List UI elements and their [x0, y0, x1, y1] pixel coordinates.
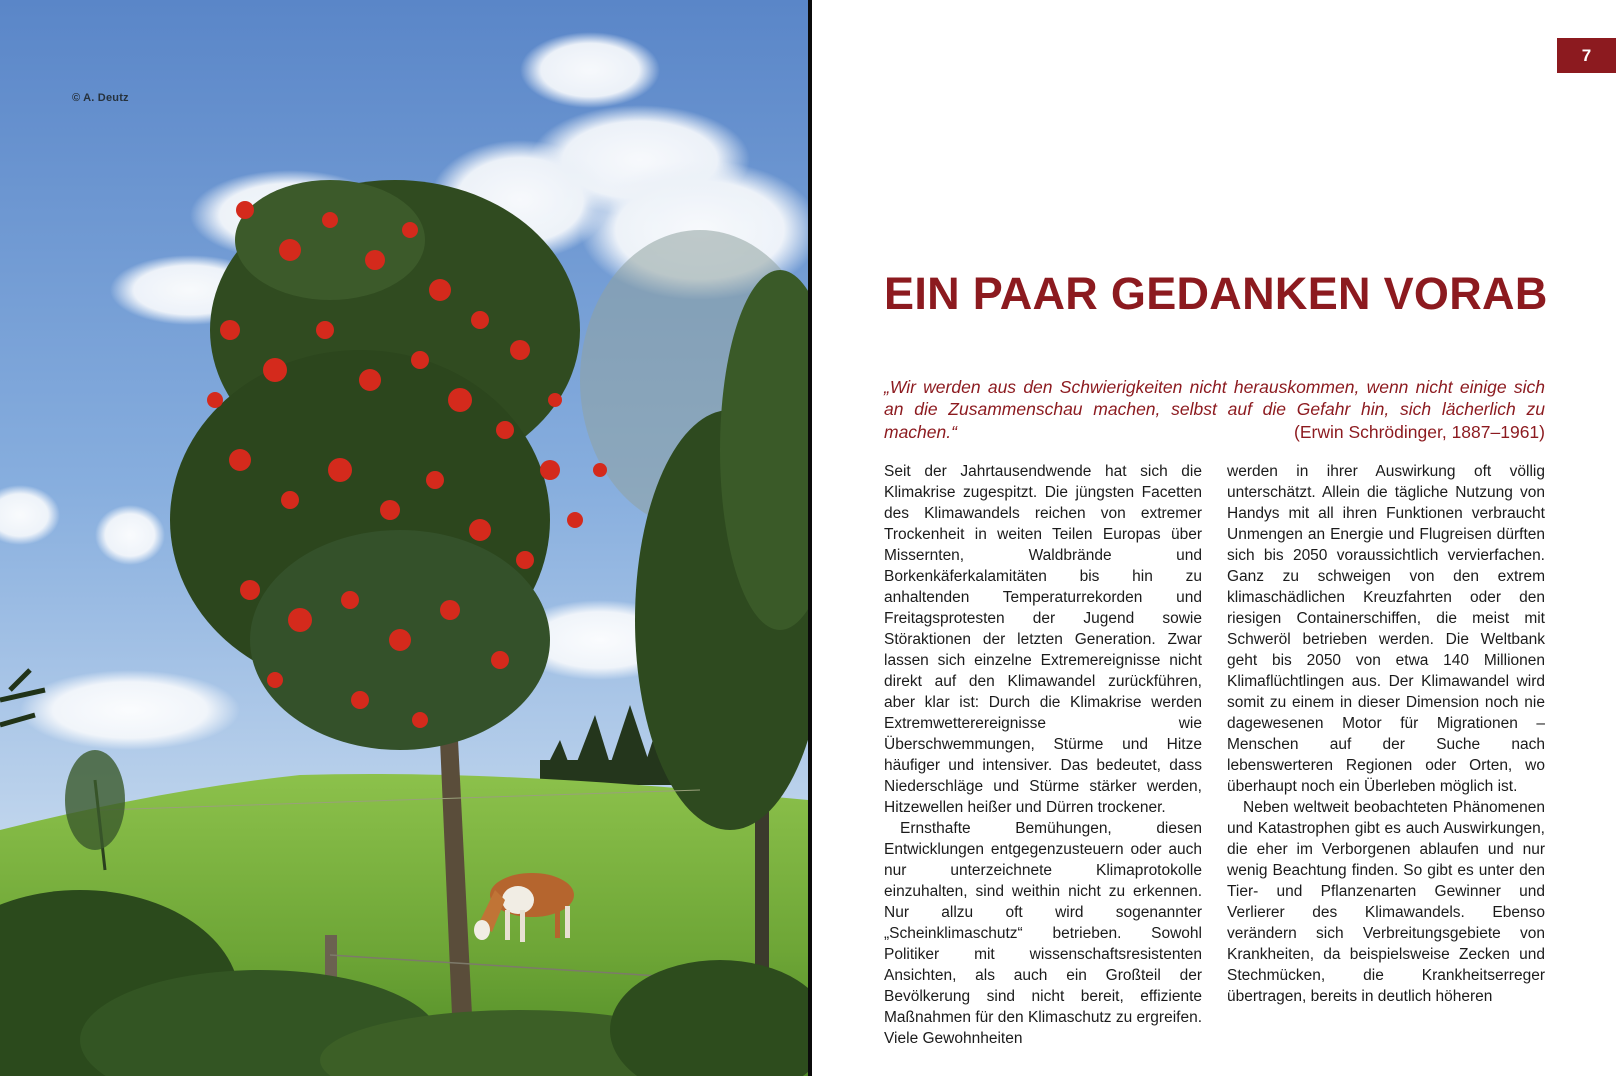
text-column-right [1227, 461, 1545, 1007]
paragraph: Ernsthafte Bemühungen, diesen Entwicklungen entgegenzusteuern oder auch nur unterzeichnete Klimaprotokolle einzuhalten, sind weithin nicht zu erkennen. Nur allzu oft wird sogenannter „Scheinklimaschutz“ betrieben. Sowohl Politiker mit wissenschaftsresistenten Ansichten, als auch ein Großteil der Bevölkerung sind nicht bereit, effiziente Maßnahmen für den Klimaschutz zu ergreifen. Viele Gewohnheiten [884, 820, 1202, 1047]
photo-credit: © A. Deutz [72, 92, 129, 104]
quote-attribution: (Erwin Schrödinger, 1887–1961) [1294, 421, 1545, 442]
paragraph: Neben weltweit beobachteten Phänomenen und Katastrophen gibt es auch Auswirkungen, die eher im Verborgenen ablaufen und nur wenig Beachtung finden. So gibt es unter den Tier- und Pflanzenarten Gewinner und Verlierer des Klimawandels. Ebenso verändern sich Verbreitungsgebiete von Krankheiten, da beispielsweise Zecken und Stechmücken, die Krankheitserreger übertragen, bereits in deutlich höheren [1227, 799, 1545, 1005]
chapter-title: EIN PAAR GEDANKEN VORAB [884, 268, 1548, 319]
quote-text: „Wir werden aus den Schwierigkeiten nicht herauskommen, wenn nicht einige sich an die Zusammenschau machen, selbst auf die Gefahr hin, sich lächerlich zu machen.“ [884, 377, 1545, 442]
page-number-badge: 7 [1557, 38, 1616, 73]
epigraph-quote [884, 376, 1545, 443]
text-column-left [884, 461, 1202, 1049]
paragraph: Seit der Jahrtausendwende hat sich die Klimakrise zugespitzt. Die jüngsten Facetten des Klimawandels reichen von extremer Trockenheit in weiten Teilen Europas über Missernten, Waldbrände und Borkenkäferkalamitäten bis hin zu anhaltenden Temperaturrekorden und Freitagsprotesten der Jugend sowie Störaktionen der letzten Generation. Zwar lassen sich einzelne Extremereignisse nicht direkt auf den Klimawandel zurückführen, aber klar ist: Durch die Klimakrise werden Extremwetterereignisse wie Überschwemmungen, Stürme und Hitze häufiger und intensiver. Das bedeutet, dass Niederschläge und Stürme stärker werden, Hitzewellen heißer und Dürren trockener. [884, 463, 1202, 816]
paragraph: werden in ihrer Auswirkung oft völlig unterschätzt. Allein die tägliche Nutzung von Handys mit all ihren Funktionen verbraucht Unmengen an Energie und Flugreisen dürften sich bis 2050 voraussichtlich vervierfachen. Ganz zu schweigen von den extrem klimaschädlichen Kreuzfahrten oder den riesigen Containerschiffen, die meist mit Schweröl betrieben werden. Die Weltbank geht bis 2050 von etwa 140 Millionen Klimaflüchtlingen aus. Der Klimawandel wird somit zu einem in dieser Dimension noch nie dagewesenen Motor für Migrationen – Menschen auf der Suche nach lebenswerteren Regionen oder Orten, wo überhaupt noch ein Überleben möglich ist. [1227, 463, 1545, 795]
page-gutter [808, 0, 812, 1076]
